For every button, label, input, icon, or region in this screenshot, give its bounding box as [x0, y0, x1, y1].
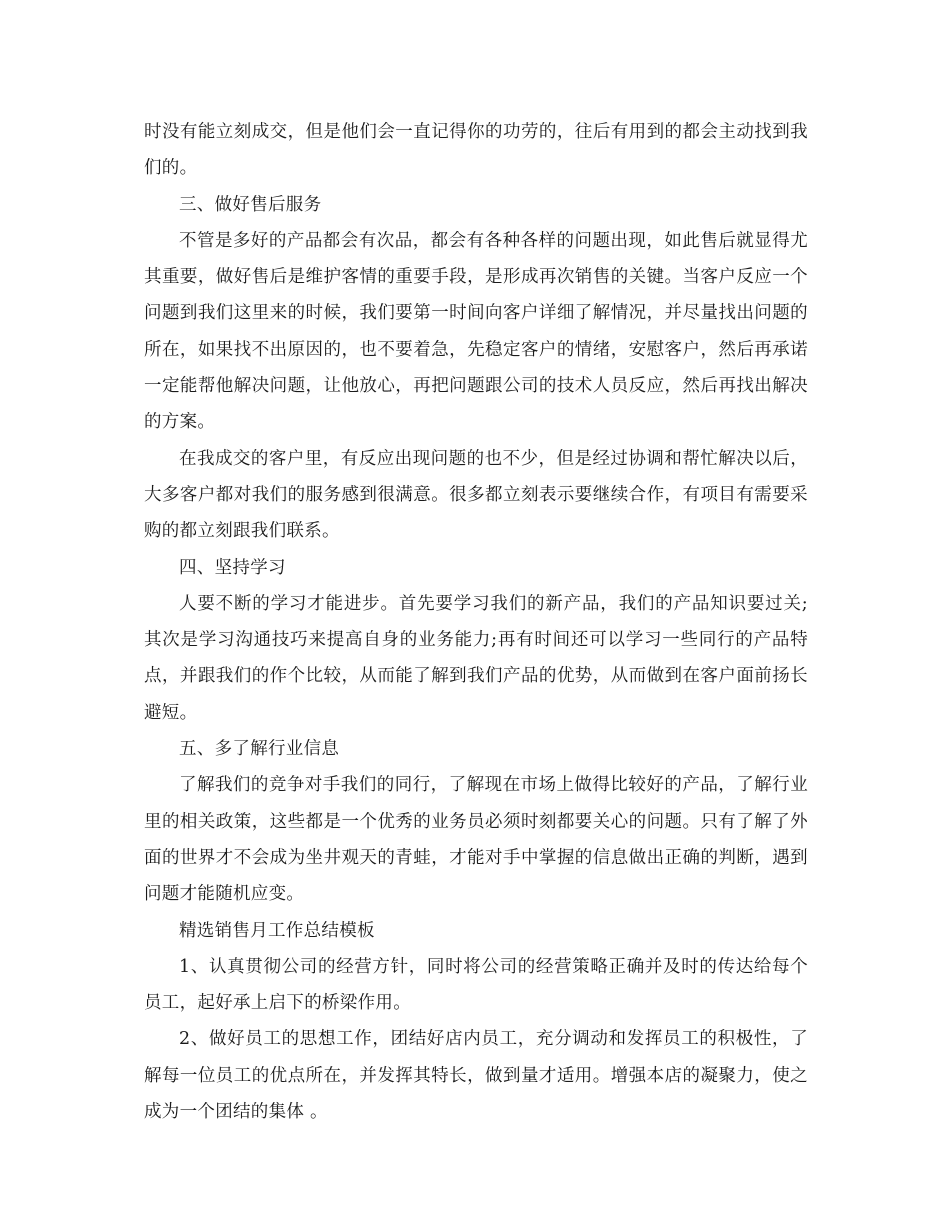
paragraph-industry-info: 了解我们的竞争对手我们的同行，了解现在市场上做得比较好的产品，了解行业里的相关政策，这些都是一个优秀的业务员必须时刻都要关心的问题。只有了解了外面的世界才不会成为坐井观天的青蛙，才能对手中掌握的信息做出正确的判断，遇到问题才能随机应变。 — [144, 775, 808, 905]
paragraph-after-sales: 不管是多好的产品都会有次品，都会有各种各样的问题出现，如此售后就显得尤其重要，做好售后是维护客情的重要手段，是形成再次销售的关键。当客户反应一个问题到我们这里来的时候，我们要第一时间向客户详细了解情况，并尽量找出问题的所在，如果找不出原因的，也不要着急，先稳定客户的情绪，安慰客户，然后再承诺一定能帮他解决问题，让他放心，再把问题跟公司的技术人员反应，然后再找出解决的方案。 — [144, 230, 808, 433]
paragraph-customer-feedback: 在我成交的客户里，有反应出现问题的也不少，但是经过协调和帮忙解决以后，大多客户都对我们的服务感到很满意。很多都立刻表示要继续合作，有项目有需要采购的都立刻跟我们联系。 — [144, 448, 808, 542]
document-body — [144, 114, 808, 1130]
section-heading-learning: 四、坚持学习 — [179, 557, 286, 578]
list-item-1: 1、认真贯彻公司的经营方针，同时将公司的经营策略正确并及时的传达给每个员工，起好承上启下的桥梁作用。 — [144, 956, 808, 1014]
paragraph-learning: 人要不断的学习才能进步。首先要学习我们的新产品，我们的产品知识要过关;其次是学习沟通技巧来提高自身的业务能力;再有时间还可以学习一些同行的产品特点，并跟我们的作个比较，从而能了解到我们产品的优势，从而做到在客户面前扬长避短。 — [144, 593, 808, 723]
section-heading-after-sales: 三、做好售后服务 — [179, 194, 322, 215]
list-item-2: 2、做好员工的思想工作，团结好店内员工，充分调动和发挥员工的积极性，了解每一位员工的优点所在，并发挥其特长，做到量才适用。增强本店的凝聚力，使之成为一个团结的集体 。 — [144, 1029, 808, 1123]
section-heading-industry-info: 五、多了解行业信息 — [179, 739, 340, 760]
paragraph-continuation: 时没有能立刻成交，但是他们会一直记得你的功劳的，往后有用到的都会主动找到我们的。 — [144, 122, 808, 179]
section-heading-template: 精选销售月工作总结模板 — [179, 920, 375, 941]
